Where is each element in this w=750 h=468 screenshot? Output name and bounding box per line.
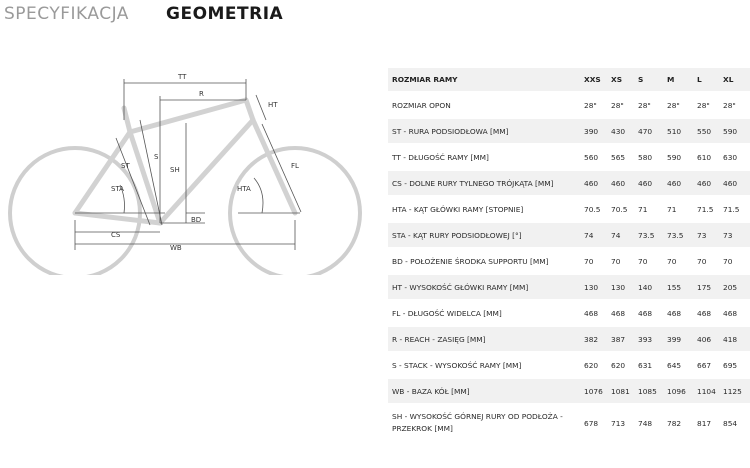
label-sh: SH [170, 166, 180, 174]
row-value: 1076 [584, 378, 611, 404]
geometry-diagram [0, 60, 382, 275]
label-tt: TT [178, 73, 187, 81]
row-value: 817 [697, 404, 723, 442]
row-value: 748 [638, 404, 667, 442]
row-value: 406 [697, 326, 723, 352]
row-value: 28" [697, 92, 723, 118]
label-wb: WB [170, 244, 182, 252]
row-value: 468 [611, 300, 638, 326]
row-value: 560 [584, 144, 611, 170]
row-value: 387 [611, 326, 638, 352]
size-s: S [638, 68, 667, 92]
row-value: 610 [697, 144, 723, 170]
row-value: 70 [584, 248, 611, 274]
label-st: ST [121, 162, 130, 170]
row-value: 28" [723, 92, 750, 118]
table-row [388, 352, 750, 378]
row-value: 782 [667, 404, 697, 442]
tab-bar [0, 0, 750, 30]
row-label: R - REACH - ZASIĘG [MM] [388, 326, 584, 352]
table-row [388, 222, 750, 248]
table-row [388, 274, 750, 300]
row-value: 631 [638, 352, 667, 378]
table-row [388, 144, 750, 170]
row-value: 175 [697, 274, 723, 300]
row-value: 590 [723, 118, 750, 144]
row-label: BD - POŁOŻENIE ŚRODKA SUPPORTU [MM] [388, 248, 584, 274]
table-row [388, 378, 750, 404]
row-value: 28" [667, 92, 697, 118]
row-value: 74 [611, 222, 638, 248]
row-value: 430 [611, 118, 638, 144]
row-value: 1081 [611, 378, 638, 404]
row-value: 460 [667, 170, 697, 196]
row-value: 73 [723, 222, 750, 248]
row-label: ROZMIAR OPON [388, 92, 584, 118]
row-value: 71.5 [697, 196, 723, 222]
label-sta: STA [111, 185, 124, 193]
row-value: 140 [638, 274, 667, 300]
row-value: 390 [584, 118, 611, 144]
size-xxs: XXS [584, 68, 611, 92]
label-cs: CS [111, 231, 121, 239]
row-value: 620 [611, 352, 638, 378]
row-value: 74 [584, 222, 611, 248]
row-value: 695 [723, 352, 750, 378]
header-label: ROZMIAR RAMY [388, 68, 584, 92]
row-value: 418 [723, 326, 750, 352]
size-l: L [697, 68, 723, 92]
row-value: 854 [723, 404, 750, 442]
row-value: 155 [667, 274, 697, 300]
row-value: 630 [723, 144, 750, 170]
row-value: 468 [584, 300, 611, 326]
row-value: 667 [697, 352, 723, 378]
label-r: R [199, 90, 204, 98]
row-value: 550 [697, 118, 723, 144]
table-row [388, 300, 750, 326]
row-label: SH - WYSOKOŚĆ GÓRNEJ RURY OD PODŁOŻA - PRZEKROK [MM] [388, 404, 584, 442]
row-value: 382 [584, 326, 611, 352]
row-value: 713 [611, 404, 638, 442]
row-value: 71.5 [723, 196, 750, 222]
row-value: 73 [697, 222, 723, 248]
row-value: 460 [697, 170, 723, 196]
row-value: 70 [638, 248, 667, 274]
label-s: S [154, 153, 159, 161]
row-value: 1085 [638, 378, 667, 404]
table-header-row [388, 68, 750, 92]
row-value: 620 [584, 352, 611, 378]
row-value: 468 [723, 300, 750, 326]
size-m: M [667, 68, 697, 92]
row-value: 130 [611, 274, 638, 300]
row-value: 73.5 [638, 222, 667, 248]
row-value: 1104 [697, 378, 723, 404]
row-value: 470 [638, 118, 667, 144]
row-value: 460 [638, 170, 667, 196]
row-value: 70 [723, 248, 750, 274]
row-value: 130 [584, 274, 611, 300]
label-bd: BD [191, 216, 202, 224]
size-xs: XS [611, 68, 638, 92]
row-value: 70 [697, 248, 723, 274]
row-value: 399 [667, 326, 697, 352]
row-value: 1125 [723, 378, 750, 404]
row-value: 460 [723, 170, 750, 196]
table-row [388, 196, 750, 222]
table-row [388, 118, 750, 144]
row-label: CS - DOLNE RURY TYLNEGO TRÓJKĄTA [MM] [388, 170, 584, 196]
row-label: HTA - KĄT GŁÓWKI RAMY [STOPNIE] [388, 196, 584, 222]
row-value: 580 [638, 144, 667, 170]
row-label: S - STACK - WYSOKOŚĆ RAMY [MM] [388, 352, 584, 378]
row-value: 510 [667, 118, 697, 144]
label-hta: HTA [237, 185, 251, 193]
row-value: 645 [667, 352, 697, 378]
row-value: 460 [611, 170, 638, 196]
table-row [388, 404, 750, 442]
tab-specyfikacja[interactable]: SPECYFIKACJA [4, 4, 129, 24]
row-value: 678 [584, 404, 611, 442]
row-value: 460 [584, 170, 611, 196]
bike-frame [75, 100, 295, 223]
row-label: TT - DŁUGOŚĆ RAMY [MM] [388, 144, 584, 170]
row-value: 565 [611, 144, 638, 170]
table-row [388, 170, 750, 196]
row-value: 28" [638, 92, 667, 118]
table-row [388, 248, 750, 274]
row-label: WB - BAZA KÓŁ [MM] [388, 378, 584, 404]
row-value: 468 [697, 300, 723, 326]
row-label: ST - RURA PODSIODŁOWA [MM] [388, 118, 584, 144]
table-row [388, 326, 750, 352]
row-value: 28" [584, 92, 611, 118]
row-value: 393 [638, 326, 667, 352]
geometry-table [388, 68, 750, 443]
row-value: 205 [723, 274, 750, 300]
row-label: HT - WYSOKOŚĆ GŁÓWKI RAMY [MM] [388, 274, 584, 300]
row-value: 70 [667, 248, 697, 274]
row-value: 590 [667, 144, 697, 170]
row-value: 71 [638, 196, 667, 222]
row-value: 73.5 [667, 222, 697, 248]
tab-geometria[interactable]: GEOMETRIA [166, 4, 284, 24]
row-value: 70.5 [584, 196, 611, 222]
row-label: FL - DŁUGOŚĆ WIDELCA [MM] [388, 300, 584, 326]
row-value: 71 [667, 196, 697, 222]
size-xl: XL [723, 68, 750, 92]
row-value: 468 [667, 300, 697, 326]
row-value: 70.5 [611, 196, 638, 222]
row-value: 70 [611, 248, 638, 274]
row-value: 28" [611, 92, 638, 118]
table-row [388, 92, 750, 118]
label-fl: FL [291, 162, 299, 170]
row-label: STA - KĄT RURY PODSIODŁOWEJ [°] [388, 222, 584, 248]
row-value: 468 [638, 300, 667, 326]
row-value: 1096 [667, 378, 697, 404]
label-ht: HT [268, 101, 278, 109]
